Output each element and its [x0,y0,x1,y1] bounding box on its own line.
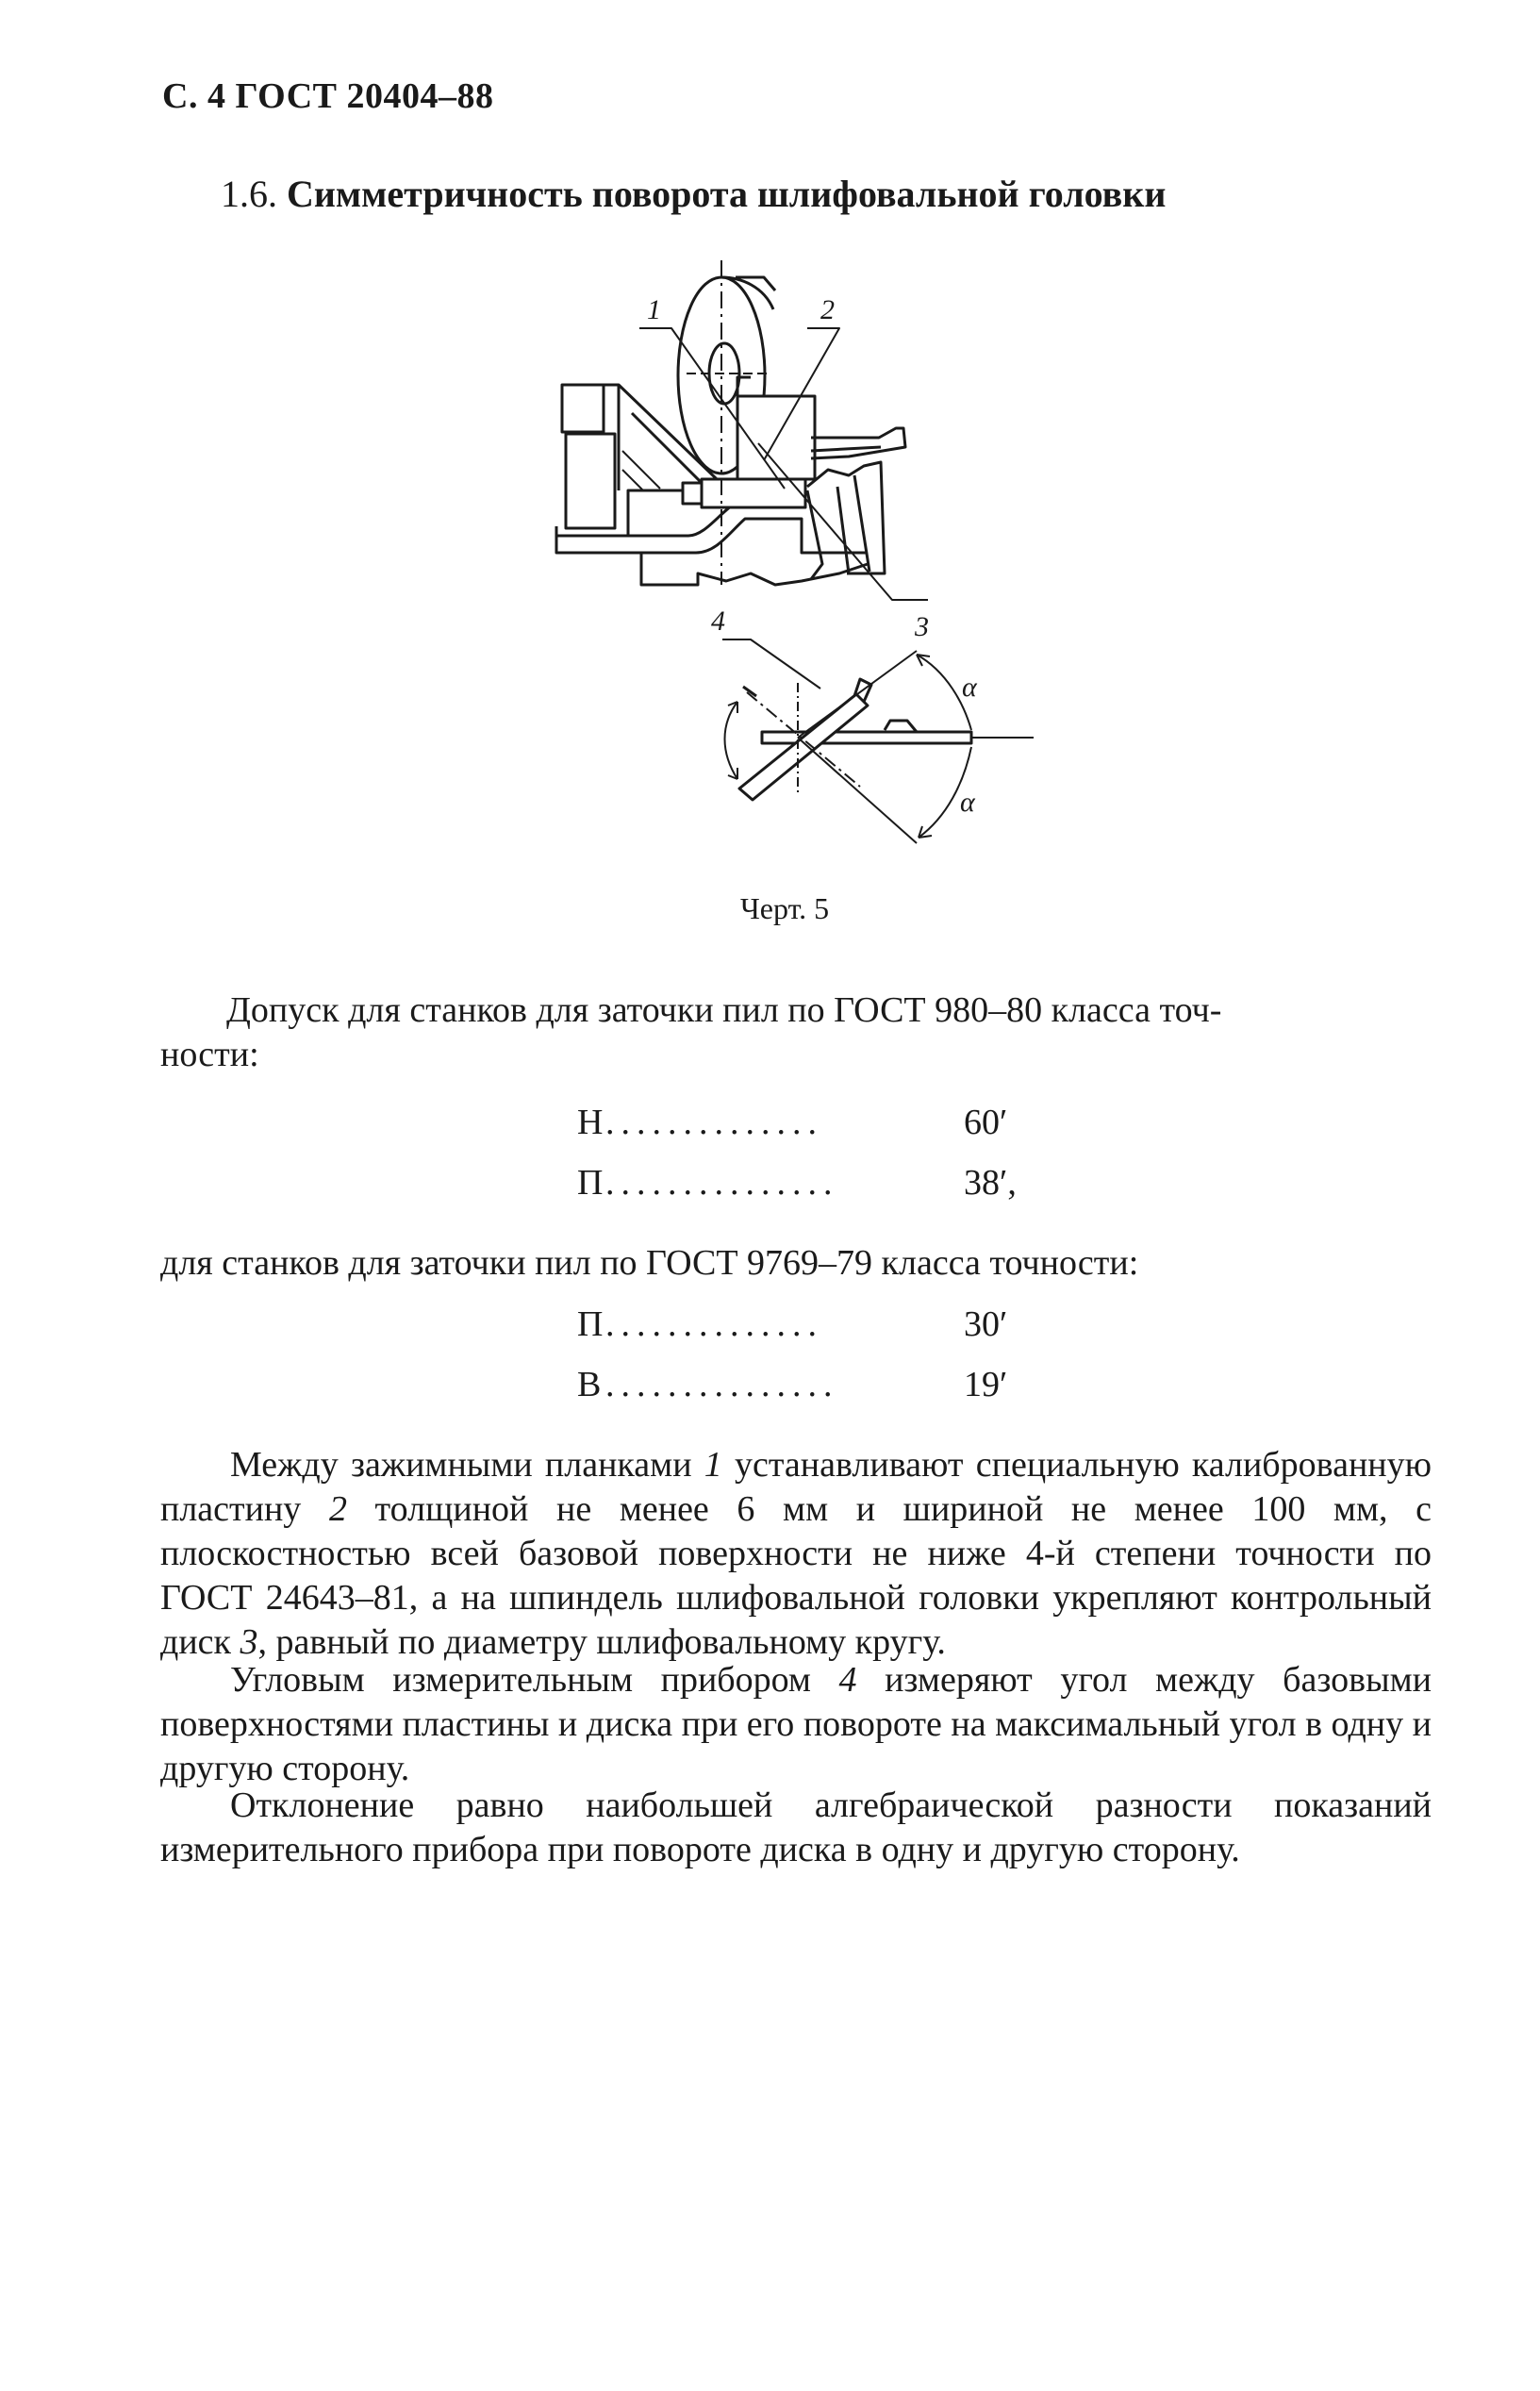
ref-number: 3 [240,1622,258,1662]
method-paragraph-2 [160,1658,1432,1791]
label-alpha-bottom: α [960,787,975,818]
tolerance-value: 19′ [964,1365,1008,1404]
tolerance-row [577,1303,1068,1349]
text-run: устанавливают специальную калиброванную пластину [160,1445,1432,1529]
method-paragraph-3: Отклонение равно наибольшей алгебраической разности показаний измерительного прибора при повороте диска в одну и другую сторону. [160,1785,1432,1869]
page-header: С. 4 ГОСТ 20404–88 [162,76,494,116]
label-3: 3 [915,611,929,642]
section-number: 1.6. [221,173,277,215]
tolerance-row [577,1364,1068,1409]
tolerance-value: 30′ [964,1304,1008,1344]
tolerance-intro-2: для станков для заточки пил по ГОСТ 9769–79 класса точности: [160,1243,1139,1283]
figure-caption: Черт. 5 [740,891,830,925]
ref-number: 1 [704,1445,722,1485]
text-run: измеряют угол между базовыми поверхностями пластины и диска при его повороте на максимальный угол в одну и другую сторону. [160,1660,1432,1788]
angle-diagram [722,639,1034,843]
text-run: Угловым измерительным прибором [230,1660,839,1700]
accuracy-class: П [577,1304,604,1344]
leader-dots: ............... [605,1163,839,1203]
ref-number: 4 [838,1660,857,1700]
label-2: 2 [820,294,835,325]
tolerance-value: 38′, [964,1163,1017,1203]
tolerance-intro [160,988,1432,1077]
accuracy-class: Н [577,1103,604,1142]
machine-assembly-view [556,260,905,585]
tolerance-value: 60′ [964,1103,1008,1142]
section-heading: Симметричность поворота шлифовальной головки [287,173,1167,215]
accuracy-class: В [577,1365,602,1404]
ref-number: 2 [328,1489,347,1529]
leader-dots: .............. [605,1304,823,1344]
method-paragraph-1 [160,1443,1432,1665]
technical-drawing [528,253,1056,875]
tolerance-intro-line2: ности: [160,1035,259,1074]
section-title [221,172,1166,216]
label-alpha-top: α [962,672,977,703]
label-4: 4 [711,606,725,637]
text-run: , равный по диаметру шлифовальному кругу. [257,1622,946,1662]
leader-dots: ............... [605,1365,839,1404]
tolerance-intro-line1: Допуск для станков для заточки пил по ГОСТ 980–80 класса точ- [226,990,1222,1030]
tolerance-row [577,1162,1068,1207]
accuracy-class: П [577,1163,604,1203]
leader-dots: .............. [605,1103,823,1142]
text-run: толщиной не менее 6 мм и шириной не менее 100 мм, с плоскостностью всей базовой поверхности не ниже 4-й степени точности по ГОСТ 24643–81, а на шпиндель шлифовальной головки укрепляют контрольный диск [160,1489,1432,1662]
label-1: 1 [647,294,661,325]
text-run: Между зажимными планками [230,1445,704,1485]
tolerance-row [577,1102,1068,1147]
